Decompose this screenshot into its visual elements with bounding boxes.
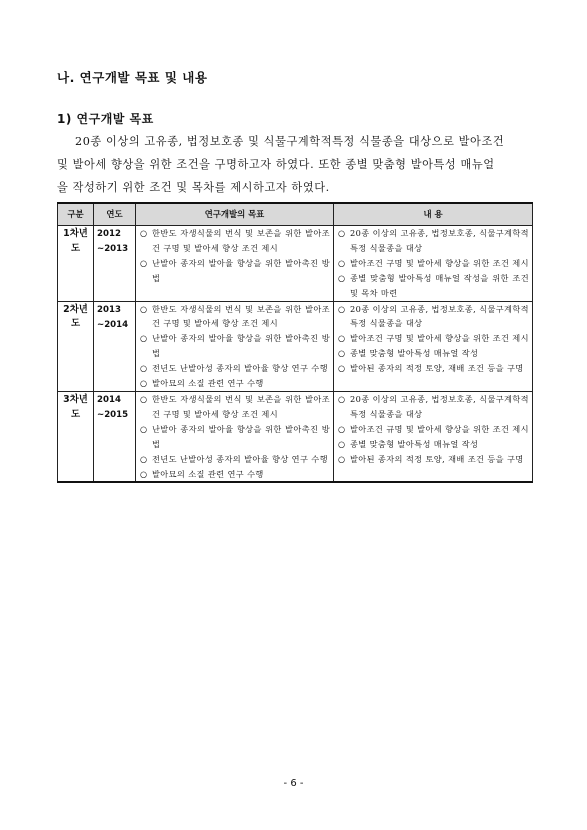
content-item	[338, 392, 529, 422]
bullet-icon: ○	[338, 228, 346, 238]
content-item	[338, 361, 529, 376]
goal-item	[140, 331, 330, 361]
table-body	[58, 226, 533, 483]
bullet-icon: ○	[338, 272, 346, 283]
period-cell	[94, 391, 136, 482]
item-text: 20종 이상의 고유종, 법정보호종, 식물구계학적특정 식물종을 대상	[350, 303, 529, 329]
content-item	[338, 271, 529, 301]
bullet-icon: ○	[338, 438, 346, 449]
content-item	[338, 302, 529, 332]
item-text: 발아된 종자의 적정 토양, 재배 조건 등을 구명	[350, 453, 524, 464]
year-label-cell: 1차년도	[58, 226, 94, 302]
period-cell	[94, 226, 136, 302]
period-line: ~2014	[97, 319, 129, 330]
item-text: 발아조건 구명 및 발아세 향상을 위한 조건 제시	[350, 257, 529, 268]
contents-cell	[334, 226, 533, 302]
bullet-icon: ○	[140, 228, 148, 238]
bullet-icon: ○	[140, 303, 148, 314]
table-row	[58, 391, 533, 482]
table-header-row	[58, 203, 533, 226]
goal-item	[140, 392, 330, 422]
content-item	[338, 422, 529, 437]
item-text: 한반도 자생식물의 번식 및 보존을 위한 발아조건 구명 및 발아세 향상 조건 제시	[152, 393, 330, 419]
bullet-icon: ○	[338, 348, 346, 359]
goals-cell	[136, 226, 334, 302]
bullet-icon: ○	[140, 363, 148, 374]
item-text: 난발아 종자의 발아율 향상을 위한 발아촉진 방법	[152, 333, 330, 359]
contents-cell	[334, 391, 533, 482]
header-year: 연도	[94, 203, 136, 226]
table-row	[58, 226, 533, 302]
goal-item	[140, 302, 330, 332]
period-cell	[94, 301, 136, 391]
item-text: 20종 이상의 고유종, 법정보호종, 식물구계학적특정 식물종을 대상	[350, 228, 529, 253]
goals-cell	[136, 301, 334, 391]
bullet-icon: ○	[338, 303, 346, 314]
item-text: 한반도 자생식물의 번식 및 보존을 위한 발아조건 구명 및 발아세 향상 조건 제시	[152, 303, 330, 329]
item-text: 발아조건 구명 및 발아세 향상을 위한 조건 제시	[350, 333, 529, 344]
intro-line: 및 발아세 향상을 위한 조건을 구명하고자 하였다. 또한 종별 맞춤형 발아특성 매뉴얼	[57, 158, 495, 171]
intro-paragraph	[57, 130, 532, 199]
item-text: 종별 맞춤형 발아특성 매뉴얼 작성을 위한 조건 및 목차 마련	[350, 272, 529, 298]
content-item	[338, 331, 529, 346]
item-text: 발아묘의 소질 관련 연구 수행	[152, 378, 264, 389]
year-label-cell: 3차년도	[58, 391, 94, 482]
content-item	[338, 437, 529, 452]
header-goals: 연구개발의 목표	[136, 203, 334, 226]
goal-item	[140, 422, 330, 452]
goal-item	[140, 226, 330, 256]
content-item	[338, 346, 529, 361]
item-text: 전년도 난발아성 종자의 발아율 향상 연구 수행	[152, 453, 328, 464]
item-text: 발아묘의 소질 관련 연구 수행	[152, 468, 264, 479]
bullet-icon: ○	[338, 333, 346, 344]
content-item	[338, 452, 529, 467]
bullet-icon: ○	[140, 333, 148, 344]
bullet-icon: ○	[140, 468, 148, 479]
research-plan-table	[57, 202, 533, 483]
item-text: 20종 이상의 고유종, 법정보호종, 식물구계학적특정 식물종을 대상	[350, 393, 529, 419]
bullet-icon: ○	[338, 363, 346, 374]
item-text: 종별 맞춤형 발아특성 매뉴얼 작성	[350, 438, 479, 449]
item-text: 종별 맞춤형 발아특성 매뉴얼 작성	[350, 348, 479, 359]
goal-item	[140, 467, 330, 482]
section-title: 나. 연구개발 목표 및 내용	[57, 70, 208, 85]
item-text: 난발아 종자의 발아율 향상을 위한 발아촉진 방법	[152, 423, 330, 449]
item-text: 한반도 자생식물의 번식 및 보존을 위한 발아조건 구명 및 발아세 향상 조건 제시	[152, 228, 330, 253]
goal-item	[140, 376, 330, 391]
header-contents: 내 용	[334, 203, 533, 226]
bullet-icon: ○	[140, 393, 148, 404]
content-item	[338, 226, 529, 256]
intro-line: 을 작성하기 위한 조건 및 목차를 제시하고자 하였다.	[57, 181, 330, 194]
period-line: ~2013	[97, 244, 129, 254]
period-line: 2013	[97, 304, 121, 315]
content-item	[338, 256, 529, 271]
period-line: 2012	[97, 229, 121, 239]
bullet-icon: ○	[338, 453, 346, 464]
period-line: ~2015	[97, 409, 129, 420]
year-label-cell: 2차년도	[58, 301, 94, 391]
contents-cell	[334, 301, 533, 391]
bullet-icon: ○	[338, 257, 346, 268]
bullet-icon: ○	[338, 423, 346, 434]
period-line: 2014	[97, 394, 121, 405]
header-division: 구분	[58, 203, 94, 226]
goal-item	[140, 452, 330, 467]
bullet-icon: ○	[140, 378, 148, 389]
goals-cell	[136, 391, 334, 482]
item-text: 발아조건 규명 및 발아세 향상을 위한 조건 제시	[350, 423, 529, 434]
bullet-icon: ○	[140, 257, 148, 268]
bullet-icon: ○	[140, 453, 148, 464]
bullet-icon: ○	[338, 393, 346, 404]
intro-line: 20종 이상의 고유종, 법정보호종 및 식물구계학적특정 식물종을 대상으로 발아조건	[75, 135, 505, 148]
table-row	[58, 301, 533, 391]
bullet-icon: ○	[140, 423, 148, 434]
item-text: 난발아 종자의 발아율 향상을 위한 발아촉진 방법	[152, 257, 330, 283]
item-text: 발아된 종자의 적정 토양, 재배 조건 등을 구명	[350, 363, 524, 374]
subsection-title: 1) 연구개발 목표	[57, 112, 154, 126]
page-number: - 6 -	[283, 778, 304, 789]
goal-item	[140, 256, 330, 286]
item-text: 전년도 난발아성 종자의 발아율 향상 연구 수행	[152, 363, 328, 374]
goal-item	[140, 361, 330, 376]
